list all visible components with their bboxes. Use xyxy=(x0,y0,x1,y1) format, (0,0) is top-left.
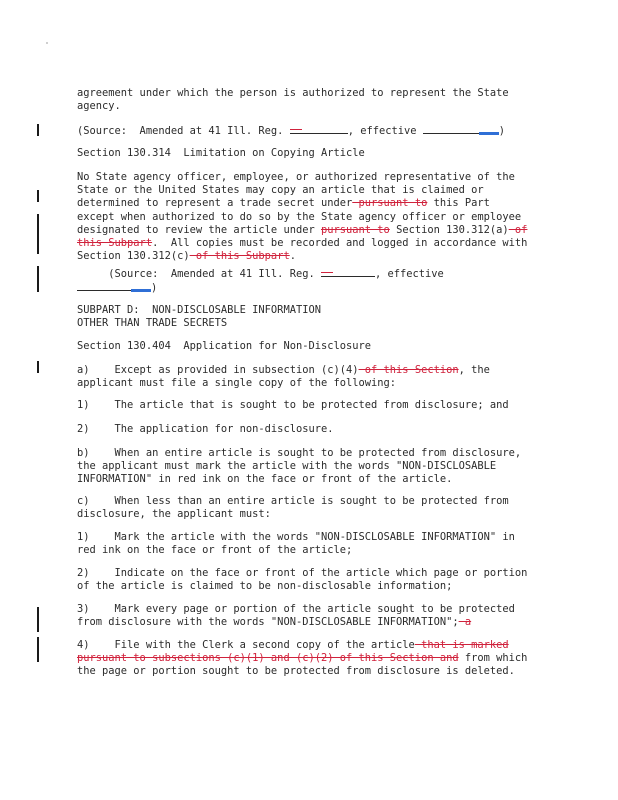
effective-date-blank xyxy=(423,124,499,134)
item-a2: 2) The application for non-disclosure. xyxy=(77,423,334,435)
register-blank xyxy=(290,124,348,134)
change-bar xyxy=(37,266,39,292)
paragraph-c: c) When less than an entire article is sought to be protected from disclosure, the applicant must: xyxy=(77,495,509,521)
subpart-d-title: SUBPART D: NON-DISCLOSABLE INFORMATION OTHER THAN TRADE SECRETS xyxy=(77,304,321,330)
register-blank xyxy=(321,267,375,277)
item-c2: 2) Indicate on the face or front of the article which page or portion of the article is claimed to be non-disclosable information; xyxy=(77,567,528,593)
source-text: (Source: Amended at 41 Ill. Reg. xyxy=(77,268,321,280)
deleted-text: of this Section xyxy=(358,364,459,376)
item-c1: 1) Mark the article with the words "NON-DISCLOSABLE INFORMATION" in red ink on the face or front of the article; xyxy=(77,531,515,557)
deleted-text: pursuant to xyxy=(320,223,390,236)
deleted-text: of xyxy=(508,223,528,236)
deleted-text: of this Subpart xyxy=(189,250,290,263)
change-bar xyxy=(37,214,39,254)
change-bar xyxy=(37,190,39,202)
source-text: (Source: Amended at 41 Ill. Reg. xyxy=(77,125,290,137)
scan-speck xyxy=(46,42,48,44)
deleted-text: pursuant to xyxy=(352,197,428,210)
source-text: ) xyxy=(498,125,506,137)
deleted-text: a xyxy=(458,616,472,629)
source-note-2 xyxy=(77,267,557,295)
item-c3: 3) Mark every page or portion of the article sought to be protected from disclosure with the words "NON-DISCLOSABLE INFORMATION"; a xyxy=(77,603,515,629)
agreement-paragraph: agreement under which the person is authorized to represent the State agency. xyxy=(77,87,509,113)
item-a1: 1) The article that is sought to be protected from disclosure; and xyxy=(77,399,509,411)
deleted-text: that is marked xyxy=(414,639,509,651)
change-bar xyxy=(37,361,39,373)
section-314-heading: Section 130.314 Limitation on Copying Article xyxy=(77,147,365,159)
source-text: , effective xyxy=(347,125,423,137)
source-note-1 xyxy=(77,124,557,138)
paragraph-b: b) When an entire article is sought to be protected from disclosure, the applicant must mark the article with the words "NON-DISCLOSABLE INFORMATION" in red ink on the face or front of the article. xyxy=(77,447,522,486)
section-404-heading: Section 130.404 Application for Non-Disclosure xyxy=(77,340,372,352)
change-bar xyxy=(37,124,39,136)
deleted-text: pursuant to subsections (c)(1) and (c)(2) of this Section and xyxy=(77,652,459,665)
source-text: , effective xyxy=(374,268,444,280)
change-bar xyxy=(37,607,39,632)
source-text: ) xyxy=(151,282,158,295)
change-bar xyxy=(37,637,39,662)
section-314-body: No State agency officer, employee, or authorized representative of the State or the United States may copy an article that is claimed or determined to represent a trade secret under pursuant to this Part except when authorized to do so by the State agency officer or employee designated to review the article under pursuant to Section 130.312(a) of this Subpart. All copies must be recorded and logged in accordance with Section 130.312(c) of this Subpart. xyxy=(77,171,528,263)
paragraph-a: a) Except as provided in subsection (c)(4) of this Section, the applicant must file a single copy of the following: xyxy=(77,364,490,390)
effective-date-blank xyxy=(77,281,151,291)
deleted-text: this Subpart xyxy=(77,237,153,250)
item-c4: 4) File with the Clerk a second copy of the article that is marked pursuant to subsections (c)(1) and (c)(2) of this Section and from which the page or portion sought to be protected from disclosure is deleted. xyxy=(77,639,528,678)
